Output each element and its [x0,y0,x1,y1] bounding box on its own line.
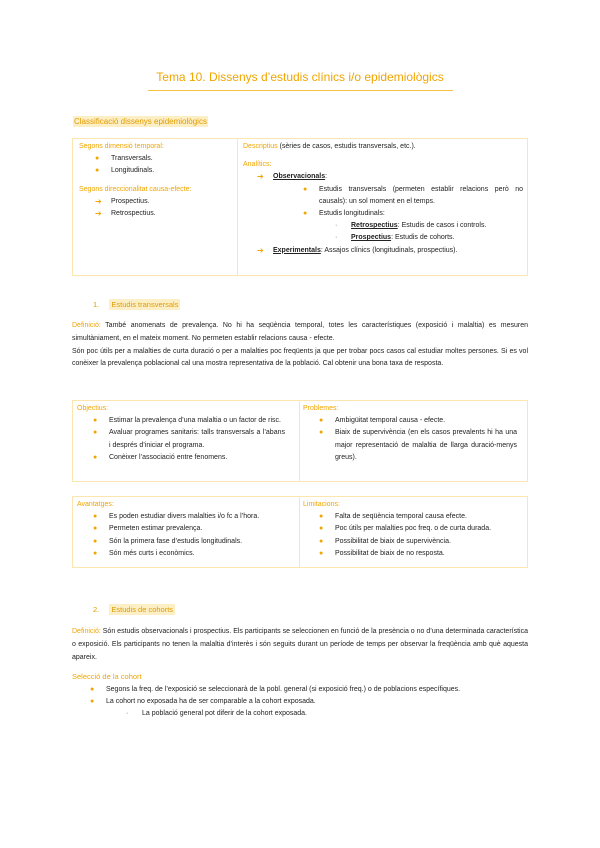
limitacions-label: Limitacions: [303,501,340,508]
list-item: ● Es poden estudiar divers malalties i/o fc a l’hora. [77,511,297,523]
arrow-icon: ➔ [95,209,102,219]
column-divider [299,497,300,567]
classification-heading: Classificació dissenys epidemiològics [74,117,207,126]
arrow-icon: ➔ [95,196,102,206]
list-item: · Retrospectius: Estudis de casos i controls. [243,220,523,232]
list-item: ● Poc útils per malalties poc freq. o de curta durada. [303,523,523,535]
list-item: ● Estudis transversals (permeten establir relacions però no causals): un sol moment en el temps. [243,184,523,208]
list-item: ● Conèixer l’associació entre fenomens. [77,452,297,464]
bullet-icon: ● [319,537,324,545]
list-item: ● Segons la freq. de l’exposició se seleccionarà de la pobl. general (si exposició freq.) o de poblacions específiques. [72,684,528,696]
list-item: ● Falta de seqüència temporal causa efecte. [303,511,523,523]
problemes-column [303,403,523,464]
bullet-icon: ● [93,453,98,461]
bullet-icon: ● [319,549,324,557]
objectius-problemes-box [72,400,528,482]
list-item: ● Estimar la prevalença d’una malaltia o un factor de risc. [77,415,297,427]
classification-left-column [79,141,239,220]
bullet-icon: ● [95,167,100,175]
list-item: ● Permeten estimar prevalença. [77,523,297,535]
avantatges-limitacions-box [72,496,528,568]
list-item: ● Són la primera fase d’estudis longitudinals. [77,536,297,548]
classification-right-column [243,141,523,257]
list-item: ● La cohort no exposada ha de ser comparable a la cohort exposada. [72,696,528,708]
bullet-icon: ● [93,513,98,521]
column-divider [237,139,238,275]
selection-list [72,684,528,721]
bullet-icon: ● [90,686,95,693]
classification-box [72,138,528,276]
analitics-label: Analítics: [243,161,272,169]
list-item: ● Són més curts i econòmics. [77,548,297,560]
section1-definition: Definició: També anomenats de prevalença. No hi ha seqüència temporal, totes les característiques (exposició i malaltia) es mesuren simultàniament, en el mateix moment. No permeten establir relacions causa - efecte. Són poc útils per a malalties de curta duració o per a malalties poc freqüents ja que per trobar pocs casos cal estudiar moltes persones. Si es vol conèixer la prevalença poblacional cal una mostra representativa de la població. Cal obtenir una bona taxa de resposta. [72,322,528,368]
list-item: · Prospectius: Estudis de cohorts. [243,232,523,244]
limitacions-column [303,499,523,560]
bullet-icon: ● [319,417,324,425]
title-underline [148,90,453,91]
bullet-icon: ● [93,537,98,545]
bullet-icon: ● [93,429,98,437]
avantatges-column [77,499,297,560]
section2-definition: Definició: Són estudis observacionals i prospectius. Els participants se seleccionen en funció de la presència o no d’una determinada característica o exposició. Els participants no tenen la malaltia d’interès i són seguits durant un període de temps per observar la freqüència amb què aquesta apareix. [72,628,528,661]
list-item: ● Longitudinals. [79,165,239,177]
avantatges-label: Avantatges: [77,501,114,508]
bullet-icon: ● [319,525,324,533]
bullet-icon: ● [319,513,324,521]
page-title: Tema 10. Dissenys d’estudis clínics i/o epidemiològics [156,70,444,84]
list-item: · La població general pot diferir de la cohort exposada. [72,708,528,720]
bullet-icon: ● [319,429,324,437]
list-item: ➔ Retrospectius. [79,208,239,220]
dash-icon: · [126,710,129,718]
direction-label: Segons direccionalitat causa-efecte: [79,185,192,193]
bullet-icon: ● [303,210,308,218]
dash-icon: · [335,234,338,242]
list-item: ● Transversals. [79,153,239,165]
list-item: ● Possibilitat de biaix de no resposta. [303,548,523,560]
list-item: ➔ Experimentals: Assajos clínics (longitudinals, prospectius). [243,245,523,257]
objectius-label: Objectius: [77,405,109,412]
bullet-icon: ● [93,417,98,425]
column-divider [299,401,300,481]
problemes-label: Problemes: [303,405,339,412]
list-item: ➔ Prospectius. [79,196,239,208]
section2-heading: 2. Estudis de cohorts [93,605,174,614]
bullet-icon: ● [93,549,98,557]
bullet-icon: ● [95,155,100,163]
bullet-icon: ● [93,525,98,533]
objectius-column [77,403,297,464]
section1-heading: 1. Estudis transversals [93,300,179,309]
selection-heading: Selecció de la cohort [72,672,142,681]
list-item: ● Biaix de supervivència (en els casos prevalents hi ha una major representació de malaltia de llarga duració-menys greus). [303,427,523,464]
bullet-icon: ● [303,185,308,193]
list-item: ➔ Observacionals: [243,171,523,183]
dash-icon: · [335,222,338,230]
temporal-label: Segons dimensió temporal: [79,143,164,150]
list-item: ● Estudis longitudinals: [243,208,523,220]
list-item: ● Ambigüitat temporal causa - efecte. [303,415,523,427]
bullet-icon: ● [90,698,95,706]
descriptius-line: Descriptius (sèries de casos, estudis transversals, etc.). [243,143,416,150]
arrow-icon: ➔ [257,172,264,182]
list-item: ● Possibilitat de biaix de supervivència. [303,536,523,548]
list-item: ● Avaluar programes sanitaris: talls transversals a l’abans i després d’iniciar el programa. [77,427,297,451]
arrow-icon: ➔ [257,245,264,255]
